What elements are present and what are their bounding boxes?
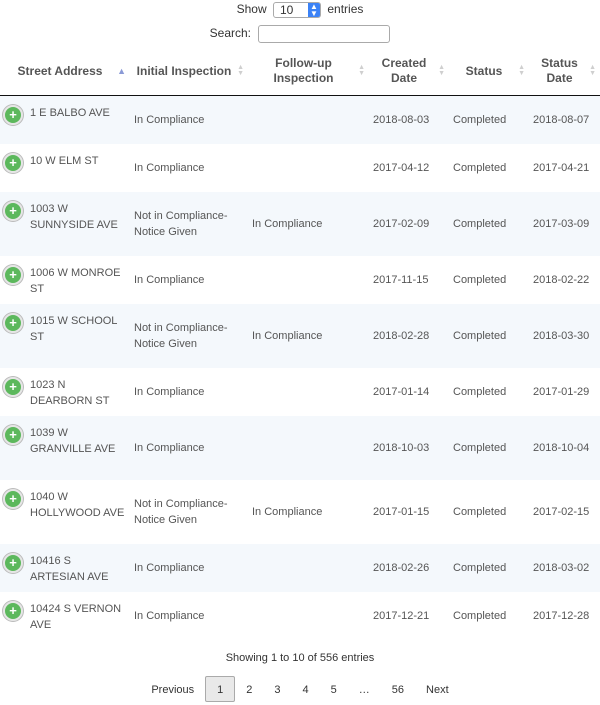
length-control	[0, 0, 600, 20]
status-cell: Completed	[449, 192, 529, 256]
street-address-text: 1003 W SUNNYSIDE AVE	[30, 202, 118, 231]
status-date-cell: 2018-08-07	[529, 96, 600, 144]
initial-inspection-cell: In Compliance	[130, 544, 248, 592]
page-button-1[interactable]: 1	[205, 676, 235, 702]
created-date-cell: 2018-08-03	[369, 96, 449, 144]
sort-both-icon: ▲ ▼	[518, 64, 525, 77]
street-address-cell	[0, 96, 130, 144]
street-address-text: 1023 N DEARBORN ST	[30, 378, 110, 407]
show-label: Show	[236, 2, 267, 16]
created-date-cell: 2017-11-15	[369, 256, 449, 304]
created-date-cell: 2017-01-15	[369, 480, 449, 544]
pagination	[0, 676, 600, 703]
street-address-text: 10 W ELM ST	[30, 154, 99, 167]
plus-circle-icon[interactable]: +	[3, 377, 23, 397]
street-address-text: 1040 W HOLLYWOOD AVE	[30, 490, 125, 519]
status-date-cell: 2018-03-30	[529, 304, 600, 368]
plus-circle-icon[interactable]: +	[3, 313, 23, 333]
table-header-row	[0, 47, 600, 96]
page-button-4[interactable]: 4	[302, 684, 309, 696]
entries-length-value: 10	[280, 2, 294, 17]
initial-inspection-cell: Not in Compliance-Notice Given	[130, 304, 248, 368]
street-address-cell	[0, 544, 130, 592]
page-button-3[interactable]: 3	[274, 684, 281, 696]
initial-inspection-cell: In Compliance	[130, 96, 248, 144]
column-header-label: Street Address	[17, 63, 103, 78]
sort-asc-icon: ▲	[117, 66, 126, 76]
follow-up-inspection-cell	[248, 544, 369, 592]
plus-circle-icon[interactable]: +	[3, 553, 23, 573]
column-header-label: Initial Inspection	[136, 63, 232, 78]
column-header-follow-up-inspection[interactable]	[248, 47, 369, 96]
street-address-text: 1039 W GRANVILLE AVE	[30, 426, 116, 455]
created-date-cell: 2017-01-14	[369, 368, 449, 416]
table-row[interactable]	[0, 592, 600, 640]
street-address-cell	[0, 192, 130, 256]
column-header-status-date[interactable]	[529, 47, 600, 96]
sort-both-icon: ▲ ▼	[589, 64, 596, 77]
table-row[interactable]	[0, 304, 600, 368]
follow-up-inspection-cell	[248, 144, 369, 192]
table-info: Showing 1 to 10 of 556 entries	[225, 652, 375, 664]
column-header-label: Status	[465, 63, 503, 78]
plus-circle-icon[interactable]: +	[3, 425, 23, 445]
initial-inspection-cell: In Compliance	[130, 592, 248, 640]
entries-label: entries	[327, 2, 364, 16]
status-date-cell: 2017-04-21	[529, 144, 600, 192]
next-page-button[interactable]: Next	[426, 684, 449, 696]
search-label: Search:	[209, 26, 251, 40]
initial-inspection-cell: In Compliance	[130, 368, 248, 416]
page-button-56[interactable]: 56	[391, 684, 405, 696]
follow-up-inspection-cell	[248, 368, 369, 416]
status-date-cell: 2017-02-15	[529, 480, 600, 544]
street-address-text: 1 E BALBO AVE	[30, 107, 110, 119]
plus-circle-icon[interactable]: +	[3, 489, 23, 509]
initial-inspection-cell: In Compliance	[130, 416, 248, 480]
street-address-cell	[0, 480, 130, 544]
status-cell: Completed	[449, 416, 529, 480]
street-address-cell	[0, 592, 130, 640]
inspections-table	[0, 47, 600, 640]
status-date-cell: 2018-02-22	[529, 256, 600, 304]
page-button-2[interactable]: 2	[246, 684, 253, 696]
plus-circle-icon[interactable]: +	[3, 201, 23, 221]
created-date-cell: 2018-02-28	[369, 304, 449, 368]
entries-length-select[interactable]	[273, 2, 321, 18]
plus-circle-icon[interactable]: +	[3, 105, 23, 125]
status-date-cell: 2017-03-09	[529, 192, 600, 256]
follow-up-inspection-cell	[248, 256, 369, 304]
street-address-text: 10424 S VERNON AVE	[30, 602, 122, 631]
follow-up-inspection-cell: In Compliance	[248, 480, 369, 544]
column-header-status[interactable]	[449, 47, 529, 96]
page-ellipsis: …	[358, 684, 370, 696]
plus-circle-icon[interactable]: +	[3, 601, 23, 621]
column-header-street-address[interactable]	[0, 47, 130, 96]
table-row[interactable]	[0, 544, 600, 592]
status-cell: Completed	[449, 304, 529, 368]
follow-up-inspection-cell	[248, 96, 369, 144]
table-body	[0, 96, 600, 640]
street-address-cell	[0, 304, 130, 368]
created-date-cell: 2017-04-12	[369, 144, 449, 192]
created-date-cell: 2018-10-03	[369, 416, 449, 480]
previous-page-button[interactable]: Previous	[151, 684, 195, 696]
status-cell: Completed	[449, 592, 529, 640]
created-date-cell: 2017-12-21	[369, 592, 449, 640]
initial-inspection-cell: In Compliance	[130, 144, 248, 192]
status-cell: Completed	[449, 96, 529, 144]
street-address-cell	[0, 144, 130, 192]
initial-inspection-cell: Not in Compliance-Notice Given	[130, 192, 248, 256]
column-header-created-date[interactable]	[369, 47, 449, 96]
sort-both-icon: ▲ ▼	[237, 64, 244, 77]
sort-both-icon: ▲ ▼	[358, 64, 365, 77]
sort-both-icon: ▲ ▼	[438, 64, 445, 77]
initial-inspection-cell: In Compliance	[130, 256, 248, 304]
search-control	[0, 24, 600, 44]
status-date-cell: 2018-10-04	[529, 416, 600, 480]
follow-up-inspection-cell: In Compliance	[248, 192, 369, 256]
column-header-label: Follow-up Inspection	[273, 56, 334, 85]
created-date-cell: 2017-02-09	[369, 192, 449, 256]
search-input[interactable]	[258, 25, 390, 43]
status-cell: Completed	[449, 544, 529, 592]
status-date-cell: 2018-03-02	[529, 544, 600, 592]
column-header-label: Created Date	[381, 56, 427, 85]
status-date-cell: 2017-01-29	[529, 368, 600, 416]
table-row[interactable]	[0, 96, 600, 144]
table-row[interactable]	[0, 256, 600, 304]
street-address-text: 10416 S ARTESIAN AVE	[30, 554, 109, 583]
plus-circle-icon[interactable]: +	[3, 153, 23, 173]
street-address-cell	[0, 368, 130, 416]
table-row[interactable]	[0, 144, 600, 192]
plus-circle-icon[interactable]: +	[3, 265, 23, 285]
select-updown-icon: ▲ ▼	[308, 3, 320, 17]
street-address-text: 1015 W SCHOOL ST	[30, 314, 118, 343]
table-row[interactable]	[0, 368, 600, 416]
table-row[interactable]	[0, 416, 600, 480]
follow-up-inspection-cell: In Compliance	[248, 304, 369, 368]
status-cell: Completed	[449, 368, 529, 416]
page-button-5[interactable]: 5	[330, 684, 337, 696]
follow-up-inspection-cell	[248, 416, 369, 480]
status-cell: Completed	[449, 256, 529, 304]
follow-up-inspection-cell	[248, 592, 369, 640]
table-row[interactable]	[0, 480, 600, 544]
table-row[interactable]	[0, 192, 600, 256]
status-date-cell: 2017-12-28	[529, 592, 600, 640]
street-address-cell	[0, 416, 130, 480]
street-address-cell	[0, 256, 130, 304]
street-address-text: 1006 W MONROE ST	[30, 266, 121, 295]
status-cell: Completed	[449, 144, 529, 192]
column-header-initial-inspection[interactable]	[130, 47, 248, 96]
initial-inspection-cell: Not in Compliance-Notice Given	[130, 480, 248, 544]
status-cell: Completed	[449, 480, 529, 544]
column-header-label: Status Date	[541, 56, 578, 85]
created-date-cell: 2018-02-26	[369, 544, 449, 592]
